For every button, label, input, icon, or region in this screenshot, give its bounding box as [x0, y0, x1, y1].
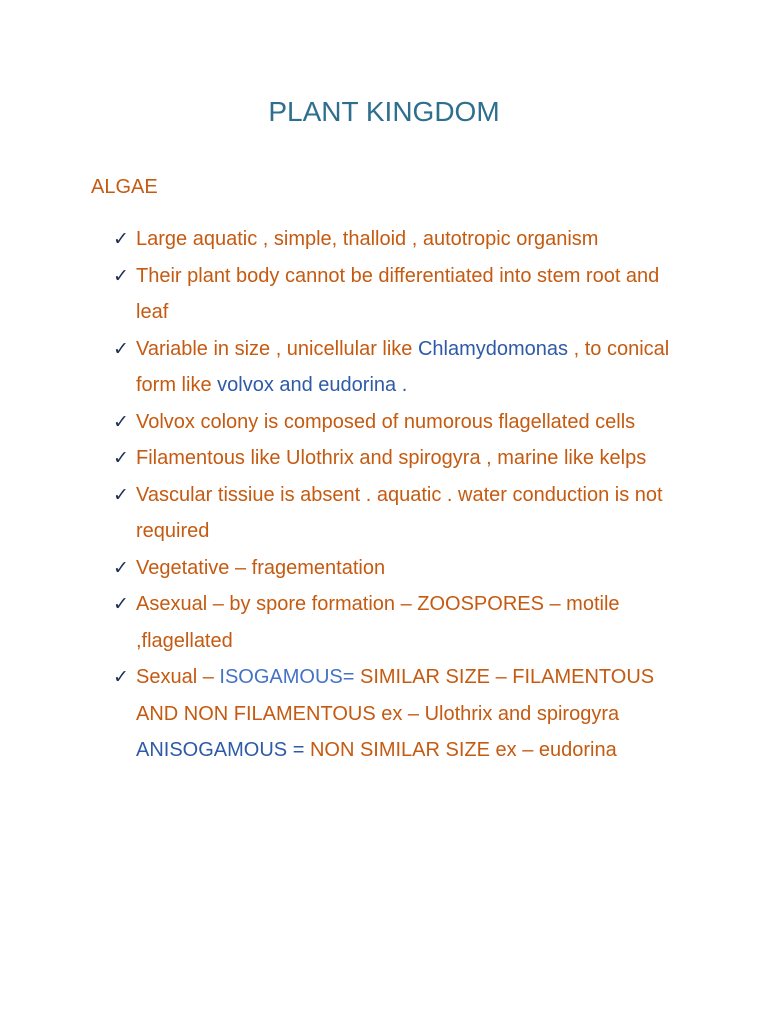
checkmark-icon: ✓ [113, 666, 129, 688]
list-item-text: Vegetative – fragementation [136, 556, 386, 579]
list-item [113, 550, 693, 587]
checkmark-icon: ✓ [113, 483, 129, 506]
highlight-term: Chlamydomonas [417, 337, 569, 360]
highlight-term: ANISOGAMOUS = [136, 739, 310, 761]
checkmark-icon: ✓ [113, 410, 129, 433]
list-item [113, 404, 693, 441]
list-item-text: Asexual – by spore formation – ZOOSPORES – motile ,flagellated [136, 593, 620, 652]
list-item-text: Filamentous like Ulothrix and spirogyra , marine like kelps [136, 447, 647, 469]
bullet-list [113, 221, 693, 769]
section-heading: ALGAE [91, 176, 158, 198]
checkmark-icon: ✓ [113, 447, 129, 469]
list-item [113, 258, 693, 331]
list-item [113, 659, 693, 769]
list-item-text: , to conical form like [136, 337, 670, 396]
highlight-term: volvox and eudorina [217, 374, 397, 396]
highlight-term: ISOGAMOUS= [219, 666, 355, 688]
list-item-text: SIMILAR SIZE – FILAMENTOUS AND NON FILAMENTOUS ex – Ulothrix and spirogyra [136, 666, 655, 725]
list-item [113, 586, 693, 659]
list-item-text: . [396, 374, 408, 396]
checkmark-icon: ✓ [113, 556, 129, 579]
checkmark-icon: ✓ [113, 593, 129, 615]
checkmark-icon: ✓ [113, 337, 129, 360]
list-item-text: Sexual – [136, 666, 220, 688]
list-item [113, 440, 693, 477]
checkmark-icon: ✓ [113, 264, 129, 287]
list-item [113, 477, 693, 550]
list-item-text: NON SIMILAR SIZE ex – eudorina [309, 739, 617, 761]
list-item-text: Large aquatic , simple, thalloid , autotropic organism [136, 228, 599, 250]
checkmark-icon: ✓ [113, 228, 129, 250]
list-item-text: Their plant body cannot be differentiated into stem root and leaf [136, 264, 660, 323]
list-item [113, 221, 693, 258]
page-title: PLANT KINGDOM [268, 96, 500, 127]
list-item-text: Volvox colony is composed of numorous flagellated cells [136, 410, 636, 433]
list-item [113, 331, 693, 404]
list-item-text: Vascular tissiue is absent . aquatic . water conduction is not required [136, 483, 663, 542]
list-item-text: Variable in size , unicellular like [136, 337, 418, 360]
